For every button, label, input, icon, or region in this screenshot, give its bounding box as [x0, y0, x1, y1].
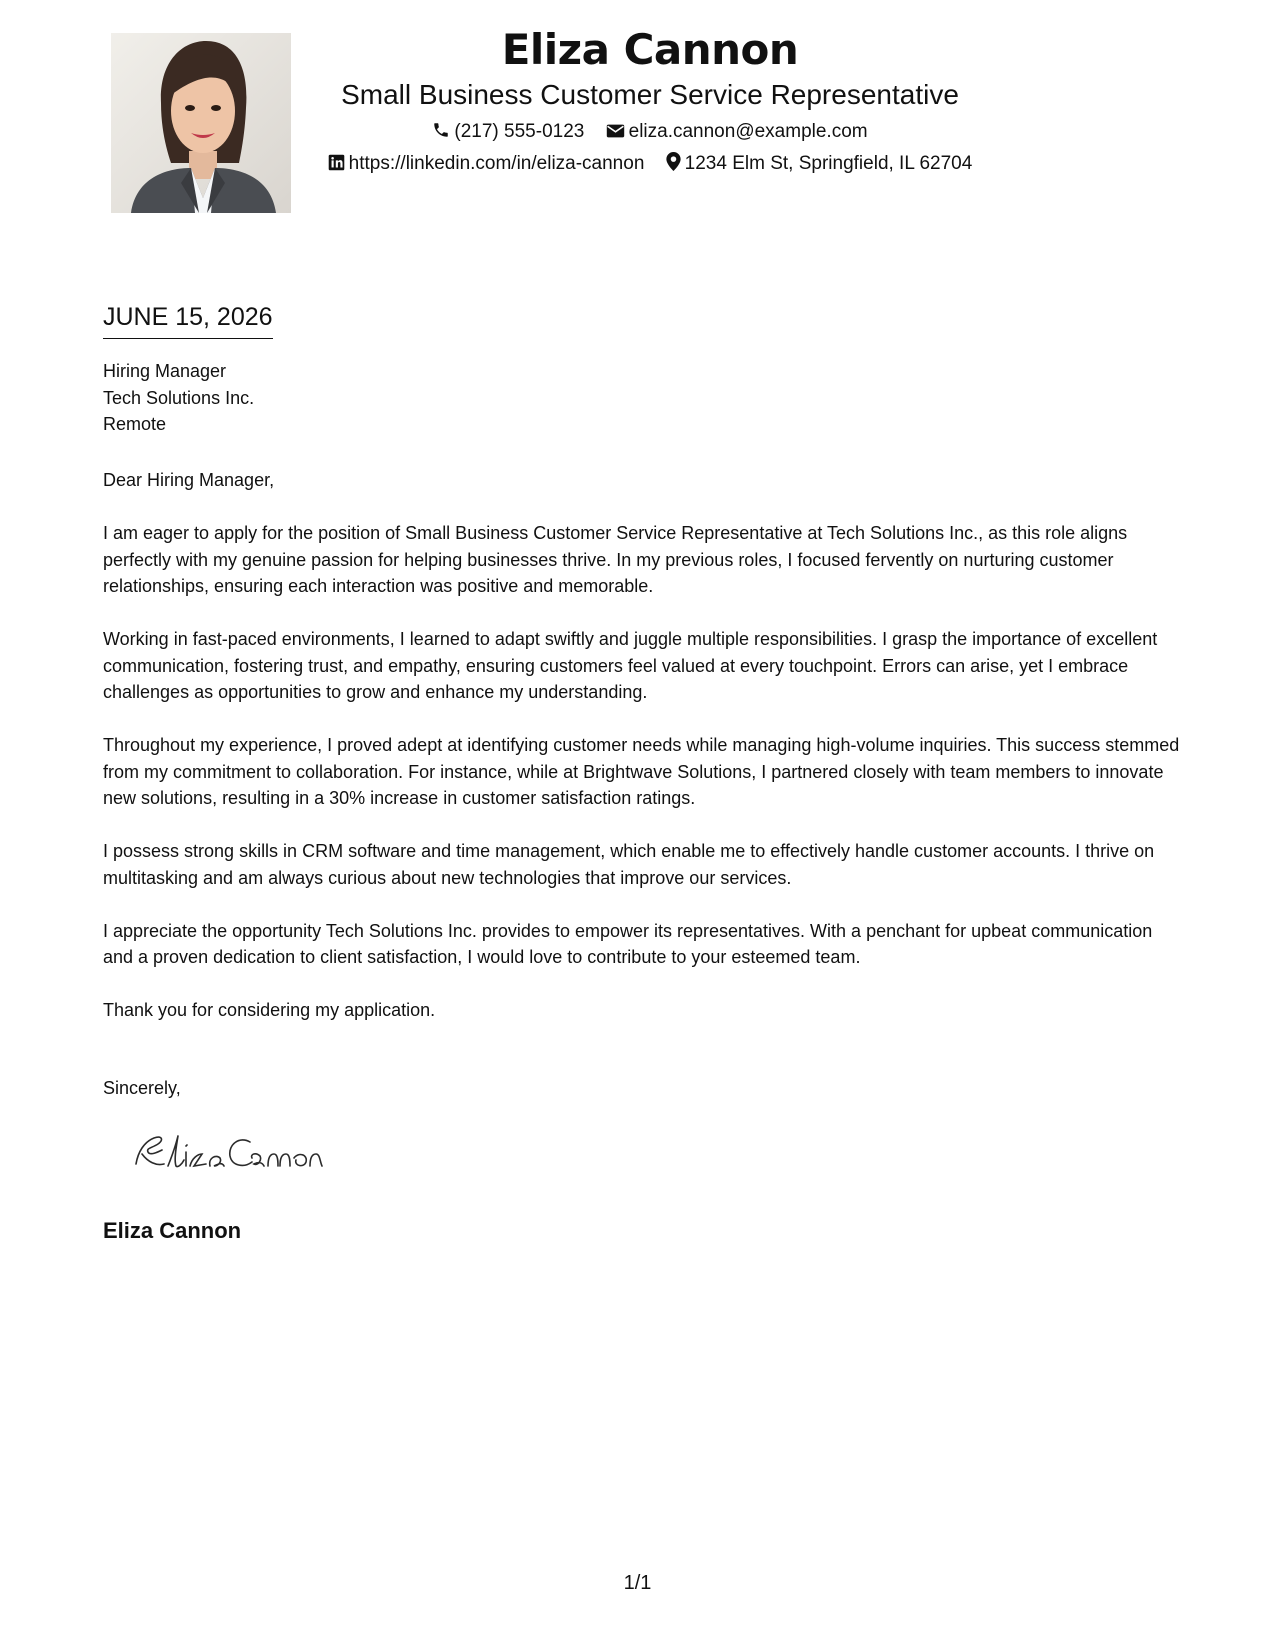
- letter-date: JUNE 15, 2026: [103, 300, 273, 339]
- candidate-name: Eliza Cannon: [501, 25, 799, 74]
- address-contact: [666, 148, 973, 180]
- recipient-location: Remote: [103, 414, 167, 434]
- phone-contact[interactable]: [432, 116, 584, 148]
- paragraph: Thank you for considering my application.: [103, 1000, 436, 1020]
- job-title: Small Business Customer Service Representative: [341, 79, 959, 110]
- phone-text: (217) 555-0123: [454, 121, 585, 142]
- handwritten-signature: [128, 1122, 368, 1182]
- email-icon: [606, 123, 625, 139]
- paragraph: I appreciate the opportunity Tech Solutions Inc. provides to empower its representatives. With a penchant for upbeat communication and a proven dedication to client satisfaction, I would love to contribute to your esteemed team.: [103, 920, 1153, 967]
- location-icon: [666, 152, 681, 171]
- recipient-block: [103, 358, 254, 438]
- linkedin-contact[interactable]: [328, 148, 645, 180]
- contact-line-2: [300, 148, 1000, 180]
- address-text: 1234 Elm St, Springfield, IL 62704: [684, 153, 973, 174]
- resume-header: [300, 22, 1000, 180]
- linkedin-text: https://linkedin.com/in/eliza-cannon: [348, 153, 645, 174]
- signer-name: Eliza Cannon: [103, 1218, 242, 1243]
- paragraph: Throughout my experience, I proved adept at identifying customer needs while managing high-volume inquiries. This success stemmed from my commitment to collaboration. For instance, while at Brightwave Solutions, I partnered closely with team members to innovate new solutions, resulting in a 30% increase in customer satisfaction ratings.: [103, 735, 1180, 808]
- phone-icon: [432, 121, 450, 139]
- recipient-title: Hiring Manager: [103, 361, 227, 381]
- closing: Sincerely,: [103, 1078, 181, 1098]
- linkedin-icon: [328, 154, 345, 171]
- paragraph: Working in fast-paced environments, I learned to adapt swiftly and juggle multiple responsibilities. I grasp the importance of excellent communication, fostering trust, and empathy, ensuring customers feel valued at every touchpoint. Errors can arise, yet I embrace challenges as opportunities to grow and enhance my understanding.: [103, 629, 1158, 702]
- salutation: Dear Hiring Manager,: [103, 470, 275, 490]
- email-contact[interactable]: [606, 116, 868, 148]
- email-text: eliza.cannon@example.com: [628, 121, 868, 142]
- page-number: 1/1: [623, 1572, 652, 1594]
- letter-body: [103, 467, 1183, 1050]
- paragraph: I possess strong skills in CRM software and time management, which enable me to effectively handle customer accounts. I thrive on multitasking and am always curious about new technologies that improve our services.: [103, 841, 1155, 888]
- paragraph: I am eager to apply for the position of Small Business Customer Service Representative at Tech Solutions Inc., as this role aligns perfectly with my genuine passion for helping businesses thrive. In my previous roles, I focused fervently on nurturing customer relationships, ensuring each interaction was positive and memorable.: [103, 523, 1128, 596]
- profile-photo: [111, 33, 291, 213]
- recipient-company: Tech Solutions Inc.: [103, 387, 255, 408]
- contact-line-1: [300, 116, 1000, 148]
